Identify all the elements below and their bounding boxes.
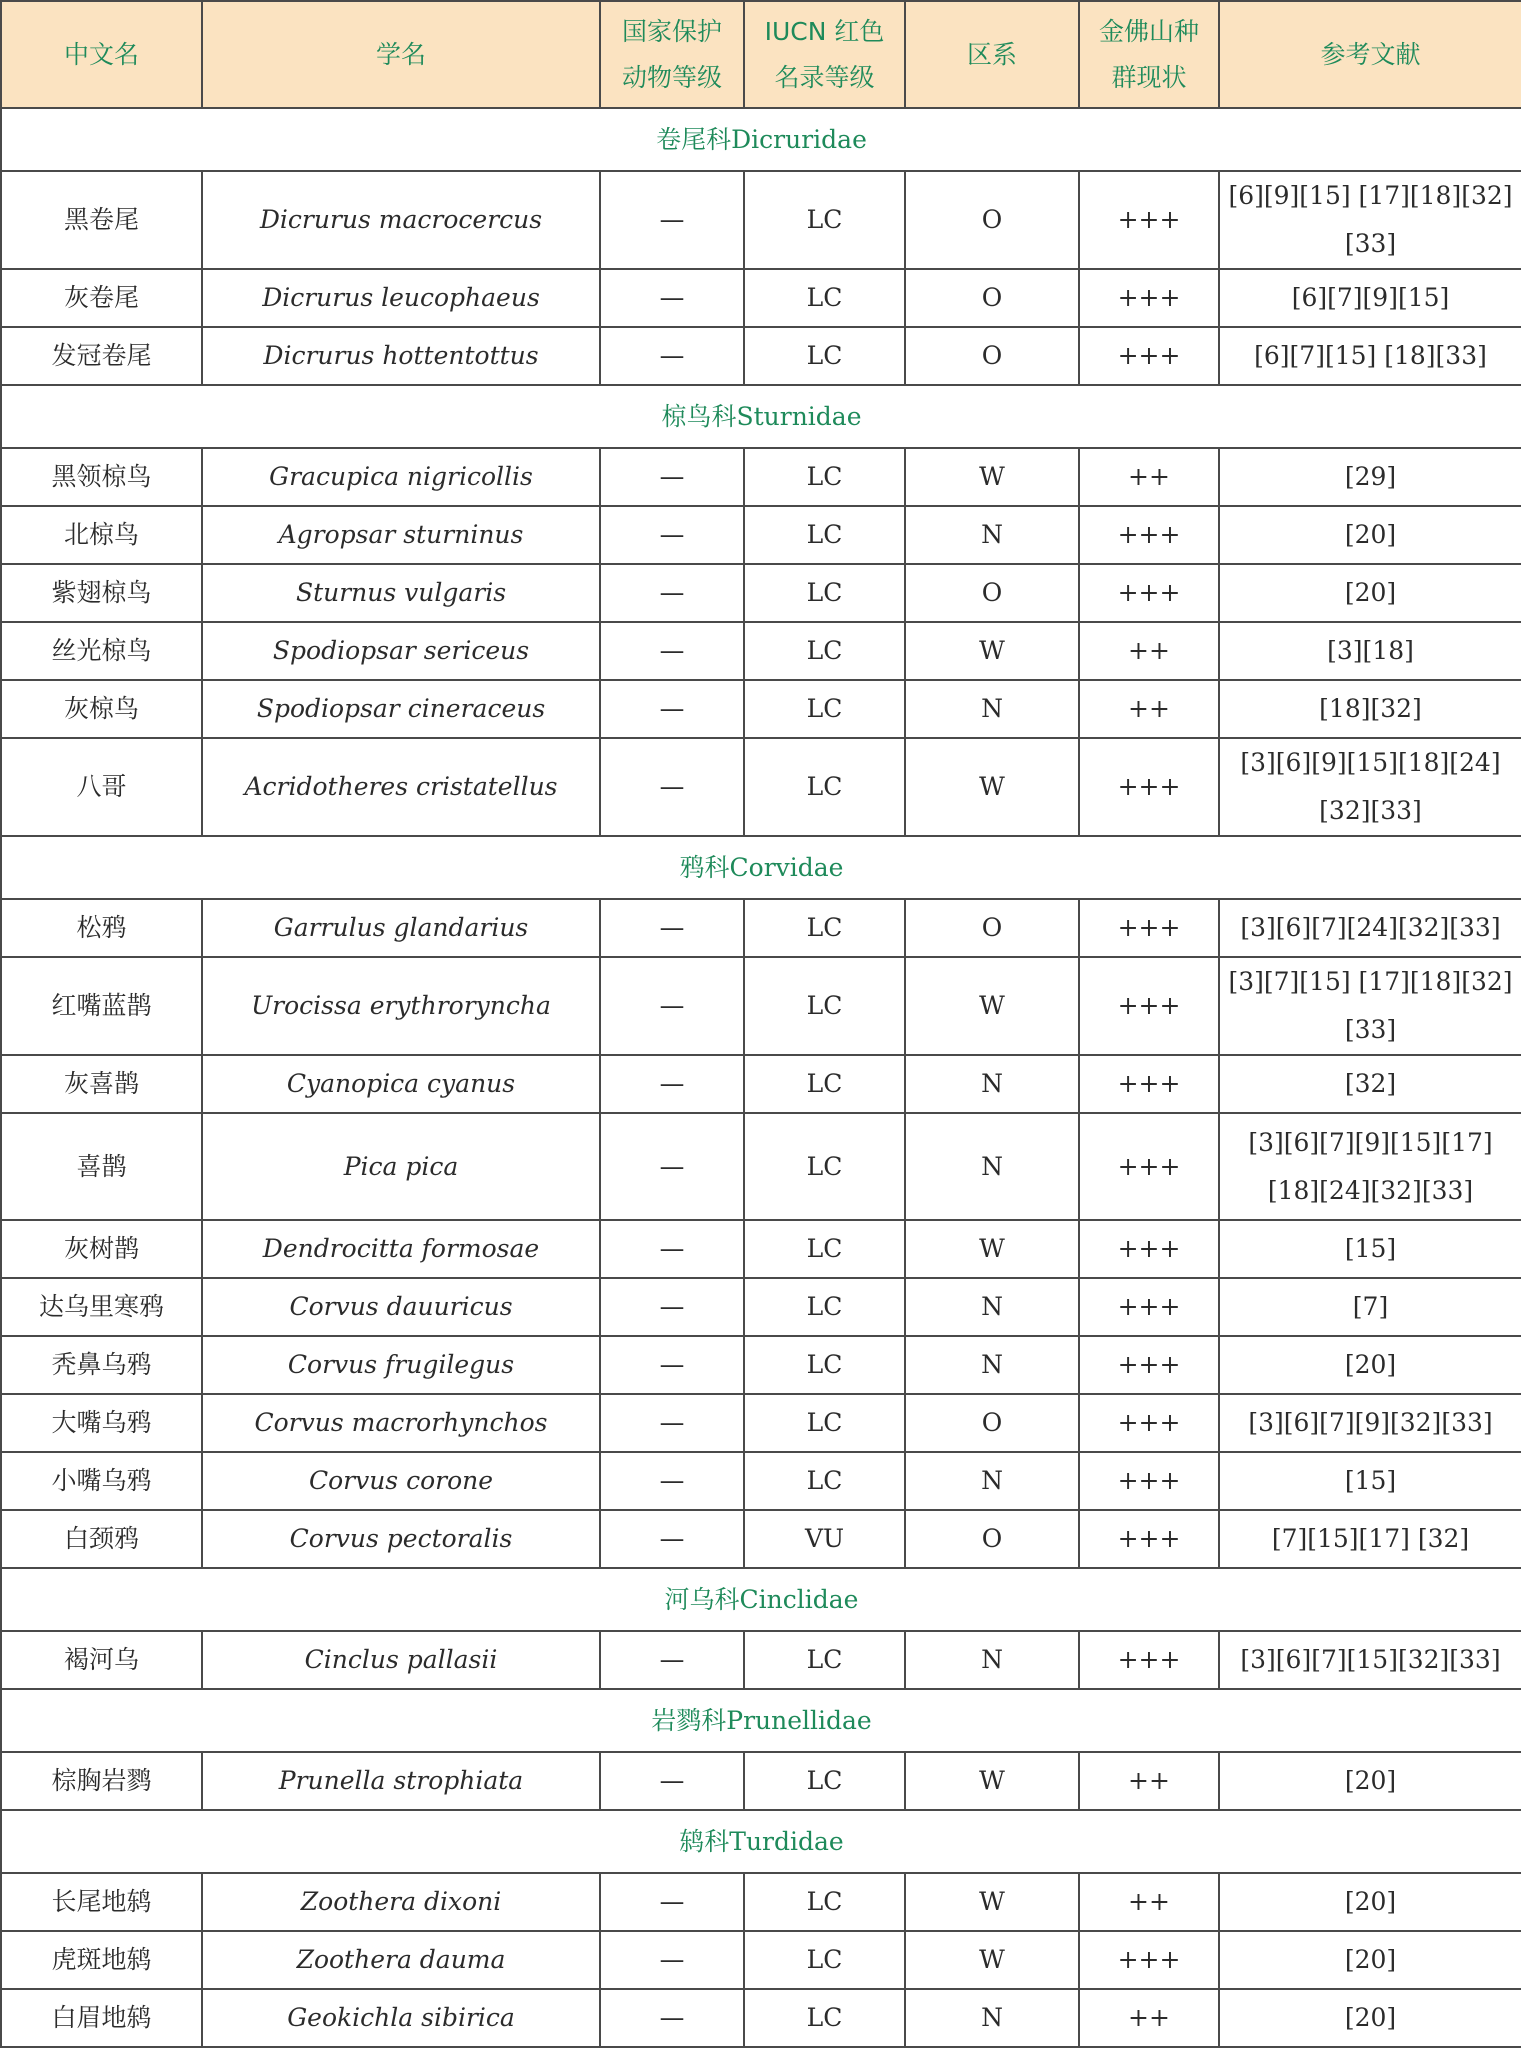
family-name: 鸦科Corvidae — [1, 836, 1521, 899]
cell-references: [3][6][9][15][18][24][32][33] — [1219, 738, 1521, 836]
cell-population-status: +++ — [1079, 957, 1219, 1055]
cell-chinese-name: 松鸦 — [1, 899, 202, 957]
cell-chinese-name: 紫翅椋鸟 — [1, 564, 202, 622]
cell-scientific-name: Sturnus vulgaris — [202, 564, 600, 622]
cell-fauna: N — [905, 1989, 1079, 2047]
header-line: IUCN 红色 — [764, 16, 885, 46]
cell-iucn-level: LC — [744, 1989, 905, 2047]
cell-fauna: W — [905, 622, 1079, 680]
cell-fauna: O — [905, 899, 1079, 957]
cell-iucn-level: LC — [744, 738, 905, 836]
cell-fauna: N — [905, 1336, 1079, 1394]
cell-fauna: O — [905, 327, 1079, 385]
cell-protection-level: — — [600, 1394, 744, 1452]
cell-iucn-level: LC — [744, 448, 905, 506]
cell-iucn-level: LC — [744, 1631, 905, 1689]
cell-population-status: ++ — [1079, 622, 1219, 680]
table-row — [1, 899, 1521, 957]
cell-protection-level: — — [600, 1510, 744, 1568]
table-row — [1, 680, 1521, 738]
cell-iucn-level: LC — [744, 957, 905, 1055]
cell-protection-level: — — [600, 1113, 744, 1220]
family-name: 鸫科Turdidae — [1, 1810, 1521, 1873]
cell-iucn-level: LC — [744, 1931, 905, 1989]
cell-scientific-name: Dicrurus hottentottus — [202, 327, 600, 385]
header-scientific-name — [202, 1, 600, 108]
cell-iucn-level: LC — [744, 1452, 905, 1510]
cell-protection-level: — — [600, 1873, 744, 1931]
table-row — [1, 1989, 1521, 2047]
cell-scientific-name: Dicrurus leucophaeus — [202, 269, 600, 327]
table-row — [1, 564, 1521, 622]
cell-protection-level: — — [600, 1055, 744, 1113]
cell-protection-level: — — [600, 1931, 744, 1989]
cell-scientific-name: Corvus frugilegus — [202, 1336, 600, 1394]
cell-fauna: W — [905, 1220, 1079, 1278]
cell-fauna: W — [905, 1873, 1079, 1931]
cell-scientific-name: Spodiopsar sericeus — [202, 622, 600, 680]
cell-population-status: ++ — [1079, 1873, 1219, 1931]
cell-chinese-name: 白颈鸦 — [1, 1510, 202, 1568]
cell-fauna: O — [905, 171, 1079, 269]
header-line: 参考文献 — [1320, 39, 1421, 69]
cell-iucn-level: LC — [744, 1055, 905, 1113]
cell-scientific-name: Garrulus glandarius — [202, 899, 600, 957]
cell-protection-level: — — [600, 1452, 744, 1510]
cell-population-status: +++ — [1079, 564, 1219, 622]
cell-fauna: W — [905, 1752, 1079, 1810]
cell-population-status: ++ — [1079, 448, 1219, 506]
cell-iucn-level: LC — [744, 1873, 905, 1931]
table-body — [1, 108, 1521, 2047]
header-line: 群现状 — [1111, 62, 1187, 92]
table-row — [1, 1220, 1521, 1278]
cell-population-status: +++ — [1079, 1278, 1219, 1336]
cell-fauna: O — [905, 1394, 1079, 1452]
cell-references: [18][32] — [1219, 680, 1521, 738]
cell-iucn-level: LC — [744, 327, 905, 385]
cell-protection-level: — — [600, 738, 744, 836]
cell-population-status: ++ — [1079, 1752, 1219, 1810]
cell-protection-level: — — [600, 622, 744, 680]
header-iucn-level — [744, 1, 905, 108]
cell-protection-level: — — [600, 327, 744, 385]
family-row — [1, 1568, 1521, 1631]
cell-population-status: +++ — [1079, 1631, 1219, 1689]
cell-fauna: N — [905, 1113, 1079, 1220]
header-population-status — [1079, 1, 1219, 108]
cell-population-status: +++ — [1079, 171, 1219, 269]
cell-protection-level: — — [600, 564, 744, 622]
cell-fauna: N — [905, 1055, 1079, 1113]
cell-references: [32] — [1219, 1055, 1521, 1113]
cell-fauna: N — [905, 506, 1079, 564]
cell-iucn-level: LC — [744, 1752, 905, 1810]
cell-population-status: ++ — [1079, 680, 1219, 738]
cell-chinese-name: 达乌里寒鸦 — [1, 1278, 202, 1336]
cell-chinese-name: 灰卷尾 — [1, 269, 202, 327]
table-row — [1, 1931, 1521, 1989]
cell-protection-level: — — [600, 1278, 744, 1336]
table-row — [1, 506, 1521, 564]
cell-references: [20] — [1219, 1752, 1521, 1810]
cell-references: [3][18] — [1219, 622, 1521, 680]
cell-scientific-name: Zoothera dauma — [202, 1931, 600, 1989]
cell-scientific-name: Pica pica — [202, 1113, 600, 1220]
header-line: 中文名 — [63, 39, 139, 69]
cell-fauna: W — [905, 957, 1079, 1055]
cell-references: [3][7][15] [17][18][32][33] — [1219, 957, 1521, 1055]
cell-chinese-name: 丝光椋鸟 — [1, 622, 202, 680]
cell-scientific-name: Geokichla sibirica — [202, 1989, 600, 2047]
cell-iucn-level: LC — [744, 1394, 905, 1452]
cell-chinese-name: 长尾地鸫 — [1, 1873, 202, 1931]
header-line: 动物等级 — [621, 62, 722, 92]
cell-protection-level: — — [600, 957, 744, 1055]
table-row — [1, 1873, 1521, 1931]
cell-chinese-name: 虎斑地鸫 — [1, 1931, 202, 1989]
cell-references: [20] — [1219, 1931, 1521, 1989]
cell-chinese-name: 黑领椋鸟 — [1, 448, 202, 506]
cell-iucn-level: VU — [744, 1510, 905, 1568]
cell-population-status: +++ — [1079, 1336, 1219, 1394]
cell-references: [3][6][7][9][15][17][18][24][32][33] — [1219, 1113, 1521, 1220]
cell-scientific-name: Agropsar sturninus — [202, 506, 600, 564]
cell-chinese-name: 棕胸岩鹨 — [1, 1752, 202, 1810]
table-row — [1, 1631, 1521, 1689]
family-name: 椋鸟科Sturnidae — [1, 385, 1521, 448]
cell-population-status: +++ — [1079, 899, 1219, 957]
family-row — [1, 836, 1521, 899]
header-line: 国家保护 — [621, 16, 722, 46]
table-row — [1, 269, 1521, 327]
family-name: 卷尾科Dicruridae — [1, 108, 1521, 171]
table-row — [1, 1452, 1521, 1510]
cell-scientific-name: Acridotheres cristatellus — [202, 738, 600, 836]
cell-iucn-level: LC — [744, 899, 905, 957]
cell-population-status: +++ — [1079, 1510, 1219, 1568]
cell-chinese-name: 小嘴乌鸦 — [1, 1452, 202, 1510]
cell-population-status: +++ — [1079, 738, 1219, 836]
family-row — [1, 1810, 1521, 1873]
table-row — [1, 171, 1521, 269]
cell-scientific-name: Corvus macrorhynchos — [202, 1394, 600, 1452]
cell-chinese-name: 发冠卷尾 — [1, 327, 202, 385]
cell-references: [15] — [1219, 1220, 1521, 1278]
cell-population-status: +++ — [1079, 269, 1219, 327]
cell-iucn-level: LC — [744, 564, 905, 622]
cell-chinese-name: 八哥 — [1, 738, 202, 836]
cell-references: [7] — [1219, 1278, 1521, 1336]
cell-fauna: W — [905, 448, 1079, 506]
cell-protection-level: — — [600, 171, 744, 269]
cell-references: [29] — [1219, 448, 1521, 506]
cell-fauna: N — [905, 1278, 1079, 1336]
cell-fauna: W — [905, 1931, 1079, 1989]
family-row — [1, 108, 1521, 171]
cell-population-status: +++ — [1079, 1113, 1219, 1220]
cell-references: [20] — [1219, 1336, 1521, 1394]
cell-chinese-name: 灰树鹊 — [1, 1220, 202, 1278]
cell-scientific-name: Dendrocitta formosae — [202, 1220, 600, 1278]
table-row — [1, 1336, 1521, 1394]
cell-fauna: N — [905, 1452, 1079, 1510]
family-row — [1, 385, 1521, 448]
header-line: 金佛山种 — [1098, 16, 1199, 46]
cell-references: [20] — [1219, 1989, 1521, 2047]
cell-protection-level: — — [600, 1220, 744, 1278]
cell-population-status: +++ — [1079, 1394, 1219, 1452]
family-name: 河乌科Cinclidae — [1, 1568, 1521, 1631]
cell-protection-level: — — [600, 1989, 744, 2047]
table-row — [1, 1278, 1521, 1336]
cell-population-status: ++ — [1079, 1989, 1219, 2047]
cell-protection-level: — — [600, 448, 744, 506]
cell-population-status: +++ — [1079, 1452, 1219, 1510]
cell-population-status: +++ — [1079, 1220, 1219, 1278]
header-row — [1, 1, 1521, 108]
cell-chinese-name: 白眉地鸫 — [1, 1989, 202, 2047]
cell-references: [15] — [1219, 1452, 1521, 1510]
table-row — [1, 1113, 1521, 1220]
cell-scientific-name: Dicrurus macrocercus — [202, 171, 600, 269]
cell-iucn-level: LC — [744, 1220, 905, 1278]
cell-references: [3][6][7][9][32][33] — [1219, 1394, 1521, 1452]
cell-references: [3][6][7][24][32][33] — [1219, 899, 1521, 957]
cell-iucn-level: LC — [744, 680, 905, 738]
cell-iucn-level: LC — [744, 1278, 905, 1336]
family-row — [1, 1689, 1521, 1752]
cell-protection-level: — — [600, 1336, 744, 1394]
cell-population-status: +++ — [1079, 1055, 1219, 1113]
cell-chinese-name: 灰喜鹊 — [1, 1055, 202, 1113]
cell-references: [6][7][9][15] — [1219, 269, 1521, 327]
cell-scientific-name: Corvus corone — [202, 1452, 600, 1510]
cell-scientific-name: Spodiopsar cineraceus — [202, 680, 600, 738]
header-protection-level — [600, 1, 744, 108]
cell-chinese-name: 黑卷尾 — [1, 171, 202, 269]
cell-protection-level: — — [600, 899, 744, 957]
cell-references: [6][9][15] [17][18][32][33] — [1219, 171, 1521, 269]
cell-references: [7][15][17] [32] — [1219, 1510, 1521, 1568]
cell-fauna: N — [905, 680, 1079, 738]
cell-scientific-name: Cinclus pallasii — [202, 1631, 600, 1689]
cell-scientific-name: Corvus dauuricus — [202, 1278, 600, 1336]
cell-scientific-name: Prunella strophiata — [202, 1752, 600, 1810]
cell-scientific-name: Gracupica nigricollis — [202, 448, 600, 506]
cell-chinese-name: 红嘴蓝鹊 — [1, 957, 202, 1055]
table-header — [1, 1, 1521, 108]
cell-protection-level: — — [600, 680, 744, 738]
cell-fauna: W — [905, 738, 1079, 836]
cell-iucn-level: LC — [744, 622, 905, 680]
table-row — [1, 1394, 1521, 1452]
cell-references: [3][6][7][15][32][33] — [1219, 1631, 1521, 1689]
header-references — [1219, 1, 1521, 108]
cell-chinese-name: 北椋鸟 — [1, 506, 202, 564]
header-line: 区系 — [966, 39, 1017, 69]
cell-chinese-name: 喜鹊 — [1, 1113, 202, 1220]
cell-protection-level: — — [600, 506, 744, 564]
cell-fauna: O — [905, 564, 1079, 622]
cell-scientific-name: Corvus pectoralis — [202, 1510, 600, 1568]
cell-protection-level: — — [600, 269, 744, 327]
cell-protection-level: — — [600, 1752, 744, 1810]
cell-references: [20] — [1219, 564, 1521, 622]
cell-population-status: +++ — [1079, 506, 1219, 564]
cell-iucn-level: LC — [744, 506, 905, 564]
cell-references: [6][7][15] [18][33] — [1219, 327, 1521, 385]
table-row — [1, 738, 1521, 836]
header-line: 学名 — [375, 39, 426, 69]
cell-iucn-level: LC — [744, 1336, 905, 1394]
cell-chinese-name: 秃鼻乌鸦 — [1, 1336, 202, 1394]
cell-chinese-name: 褐河乌 — [1, 1631, 202, 1689]
table-row — [1, 957, 1521, 1055]
cell-iucn-level: LC — [744, 1113, 905, 1220]
cell-chinese-name: 大嘴乌鸦 — [1, 1394, 202, 1452]
table-row — [1, 327, 1521, 385]
cell-population-status: +++ — [1079, 327, 1219, 385]
table-row — [1, 1510, 1521, 1568]
cell-chinese-name: 灰椋鸟 — [1, 680, 202, 738]
cell-iucn-level: LC — [744, 171, 905, 269]
table-row — [1, 1055, 1521, 1113]
family-name: 岩鹨科Prunellidae — [1, 1689, 1521, 1752]
table-row — [1, 448, 1521, 506]
cell-references: [20] — [1219, 506, 1521, 564]
header-chinese-name — [1, 1, 202, 108]
cell-fauna: O — [905, 1510, 1079, 1568]
header-fauna — [905, 1, 1079, 108]
cell-references: [20] — [1219, 1873, 1521, 1931]
cell-scientific-name: Cyanopica cyanus — [202, 1055, 600, 1113]
cell-scientific-name: Zoothera dixoni — [202, 1873, 600, 1931]
cell-fauna: N — [905, 1631, 1079, 1689]
cell-fauna: O — [905, 269, 1079, 327]
cell-protection-level: — — [600, 1631, 744, 1689]
table-row — [1, 1752, 1521, 1810]
cell-iucn-level: LC — [744, 269, 905, 327]
table-row — [1, 622, 1521, 680]
cell-population-status: +++ — [1079, 1931, 1219, 1989]
header-line: 名录等级 — [774, 62, 875, 92]
cell-scientific-name: Urocissa erythroryncha — [202, 957, 600, 1055]
